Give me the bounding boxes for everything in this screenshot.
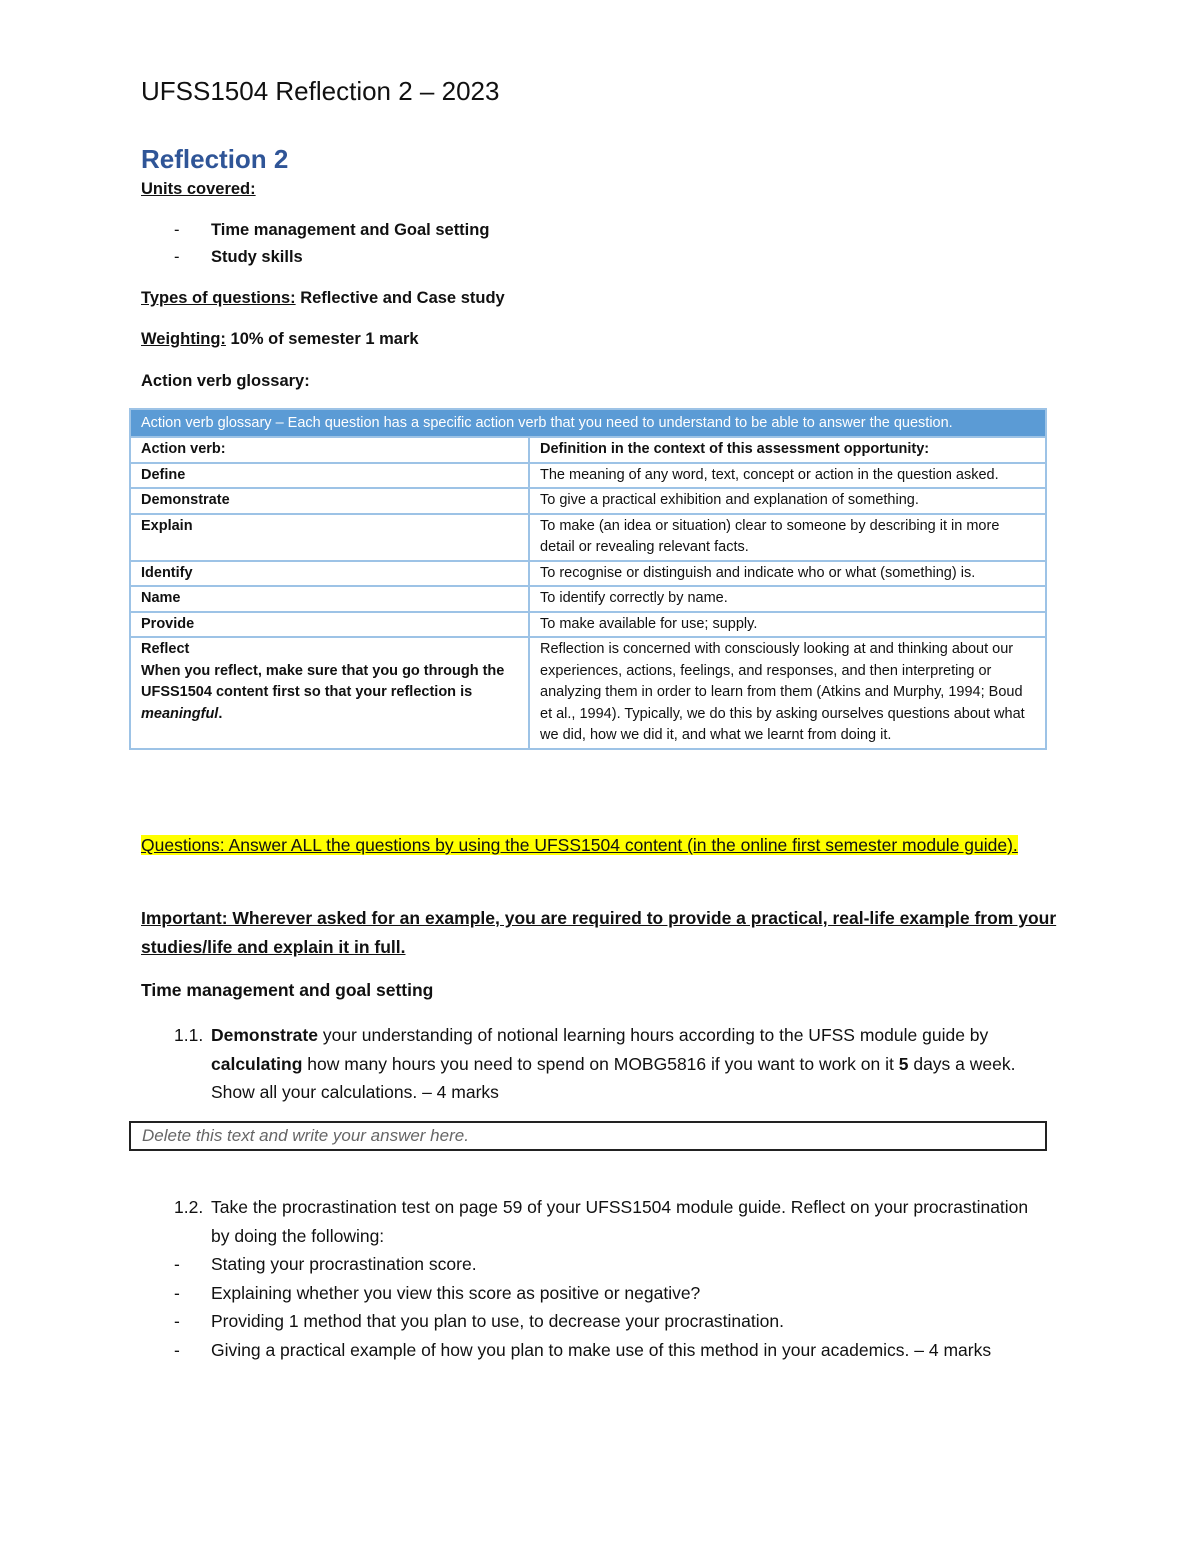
q11-demonstrate: Demonstrate [211, 1025, 318, 1045]
table-row [130, 612, 1046, 638]
q11-text-b: how many hours you need to spend on MOBG5816 if you want to work on it [302, 1053, 899, 1074]
unit-item-study-skills: Study skills [211, 248, 303, 266]
definition-cell: The meaning of any word, text, concept or action in the question asked. [529, 463, 1046, 489]
q12-bullet: - [174, 1254, 180, 1274]
table-row [130, 514, 1046, 561]
document-header: UFSS1504 Reflection 2 – 2023 [141, 76, 500, 106]
definition-cell: To make available for use; supply. [529, 612, 1046, 638]
verb-cell: Name [130, 586, 529, 612]
question-number-1-1: 1.1. [174, 1025, 204, 1045]
definition-cell: To recognise or distinguish and indicate who or what (something) is. [529, 561, 1046, 587]
verb-cell: Explain [130, 514, 529, 561]
reflect-note [141, 661, 518, 726]
table-row [130, 463, 1046, 489]
reflect-note-end: . [218, 705, 223, 722]
definition-cell: Reflection is concerned with consciously looking at and thinking about our experiences, actions, feelings, and responses, and then interpreting or analyzing them in order to learn from them (Atkins and Murphy, 1994; Boud et al., 1994). Typically, we do this by asking ourselves questions about what we did, how we did it, and what we learnt from doing it. [529, 637, 1046, 749]
units-covered-label: Units covered: [141, 180, 256, 198]
verb-cell: Identify [130, 561, 529, 587]
types-of-questions [141, 289, 505, 308]
definition-cell: To give a practical exhibition and explanation of something. [529, 488, 1046, 514]
table-row [130, 586, 1046, 612]
questions-instruction-text: Questions: Answer ALL the questions by using the UFSS1504 content (in the online first semester module guide). [141, 835, 1018, 855]
answer-placeholder: Delete this text and write your answer here. [142, 1126, 469, 1145]
q12-bullet: - [174, 1340, 180, 1360]
types-label: Types of questions: [141, 289, 296, 307]
q12-bullet: - [174, 1283, 180, 1303]
q12-item: Providing 1 method that you plan to use, to decrease your procrastination. [211, 1311, 784, 1331]
verb-cell: Define [130, 463, 529, 489]
q11-text-a: your understanding of notional learning hours according to the UFSS module guide by [317, 1025, 989, 1045]
col-header-verb: Action verb: [130, 437, 529, 463]
types-value: Reflective and Case study [295, 289, 505, 307]
q12-bullet: - [174, 1311, 180, 1331]
weighting-value: 10% of semester 1 mark [225, 330, 419, 348]
table-row [130, 637, 1046, 749]
answer-field[interactable] [129, 1121, 1047, 1151]
verb-cell-reflect [130, 637, 529, 749]
weighting [141, 330, 419, 349]
action-verb-glossary-table [129, 408, 1047, 750]
reflect-note-text: When you reflect, make sure that you go through the UFSS1504 content first so that your reflection is [141, 662, 505, 700]
section-title: Time management and goal setting [141, 980, 434, 1000]
question-1-1 [211, 1021, 1061, 1107]
verb-cell: Demonstrate [130, 488, 529, 514]
unit-bullet: - [174, 248, 180, 266]
glossary-header-row [130, 437, 1046, 463]
table-row [130, 561, 1046, 587]
important-note: Important: Wherever asked for an example, you are required to provide a practical, real-life example from your studies/life and explain it in full. [141, 908, 1057, 957]
weighting-label: Weighting: [141, 330, 226, 348]
glossary-label: Action verb glossary: [141, 372, 310, 390]
col-header-definition: Definition in the context of this assessment opportunity: [529, 437, 1046, 463]
q11-calculating: calculating [211, 1053, 303, 1074]
table-row [130, 488, 1046, 514]
q12-item: Stating your procrastination score. [211, 1254, 477, 1274]
questions-instruction [141, 831, 1061, 860]
definition-cell: To identify correctly by name. [529, 586, 1046, 612]
definition-cell: To make (an idea or situation) clear to someone by describing it in more detail or revealing relevant facts. [529, 514, 1046, 561]
page-title: Reflection 2 [141, 144, 289, 174]
reflect-verb: Reflect [141, 641, 190, 657]
unit-bullet: - [174, 221, 180, 239]
q12-item: Explaining whether you view this score as positive or negative? [211, 1283, 701, 1303]
q12-item: Giving a practical example of how you plan to make use of this method in your academics. – 4 marks [211, 1340, 992, 1360]
glossary-title: Action verb glossary – Each question has a specific action verb that you need to understand to be able to answer the question. [130, 409, 1046, 437]
reflect-note-emphasis: meaningful [141, 705, 219, 722]
unit-item-time-management: Time management and Goal setting [211, 221, 490, 239]
glossary-title-row [130, 409, 1046, 437]
question-number-1-2: 1.2. [174, 1197, 204, 1217]
verb-cell: Provide [130, 612, 529, 638]
question-1-2: Take the procrastination test on page 59 of your UFSS1504 module guide. Reflect on your procrastination by doing the following: [211, 1197, 1029, 1246]
q11-days: 5 [898, 1053, 909, 1074]
q11-text-c: days a week. Show all your calculations. – 4 marks [211, 1053, 1016, 1102]
